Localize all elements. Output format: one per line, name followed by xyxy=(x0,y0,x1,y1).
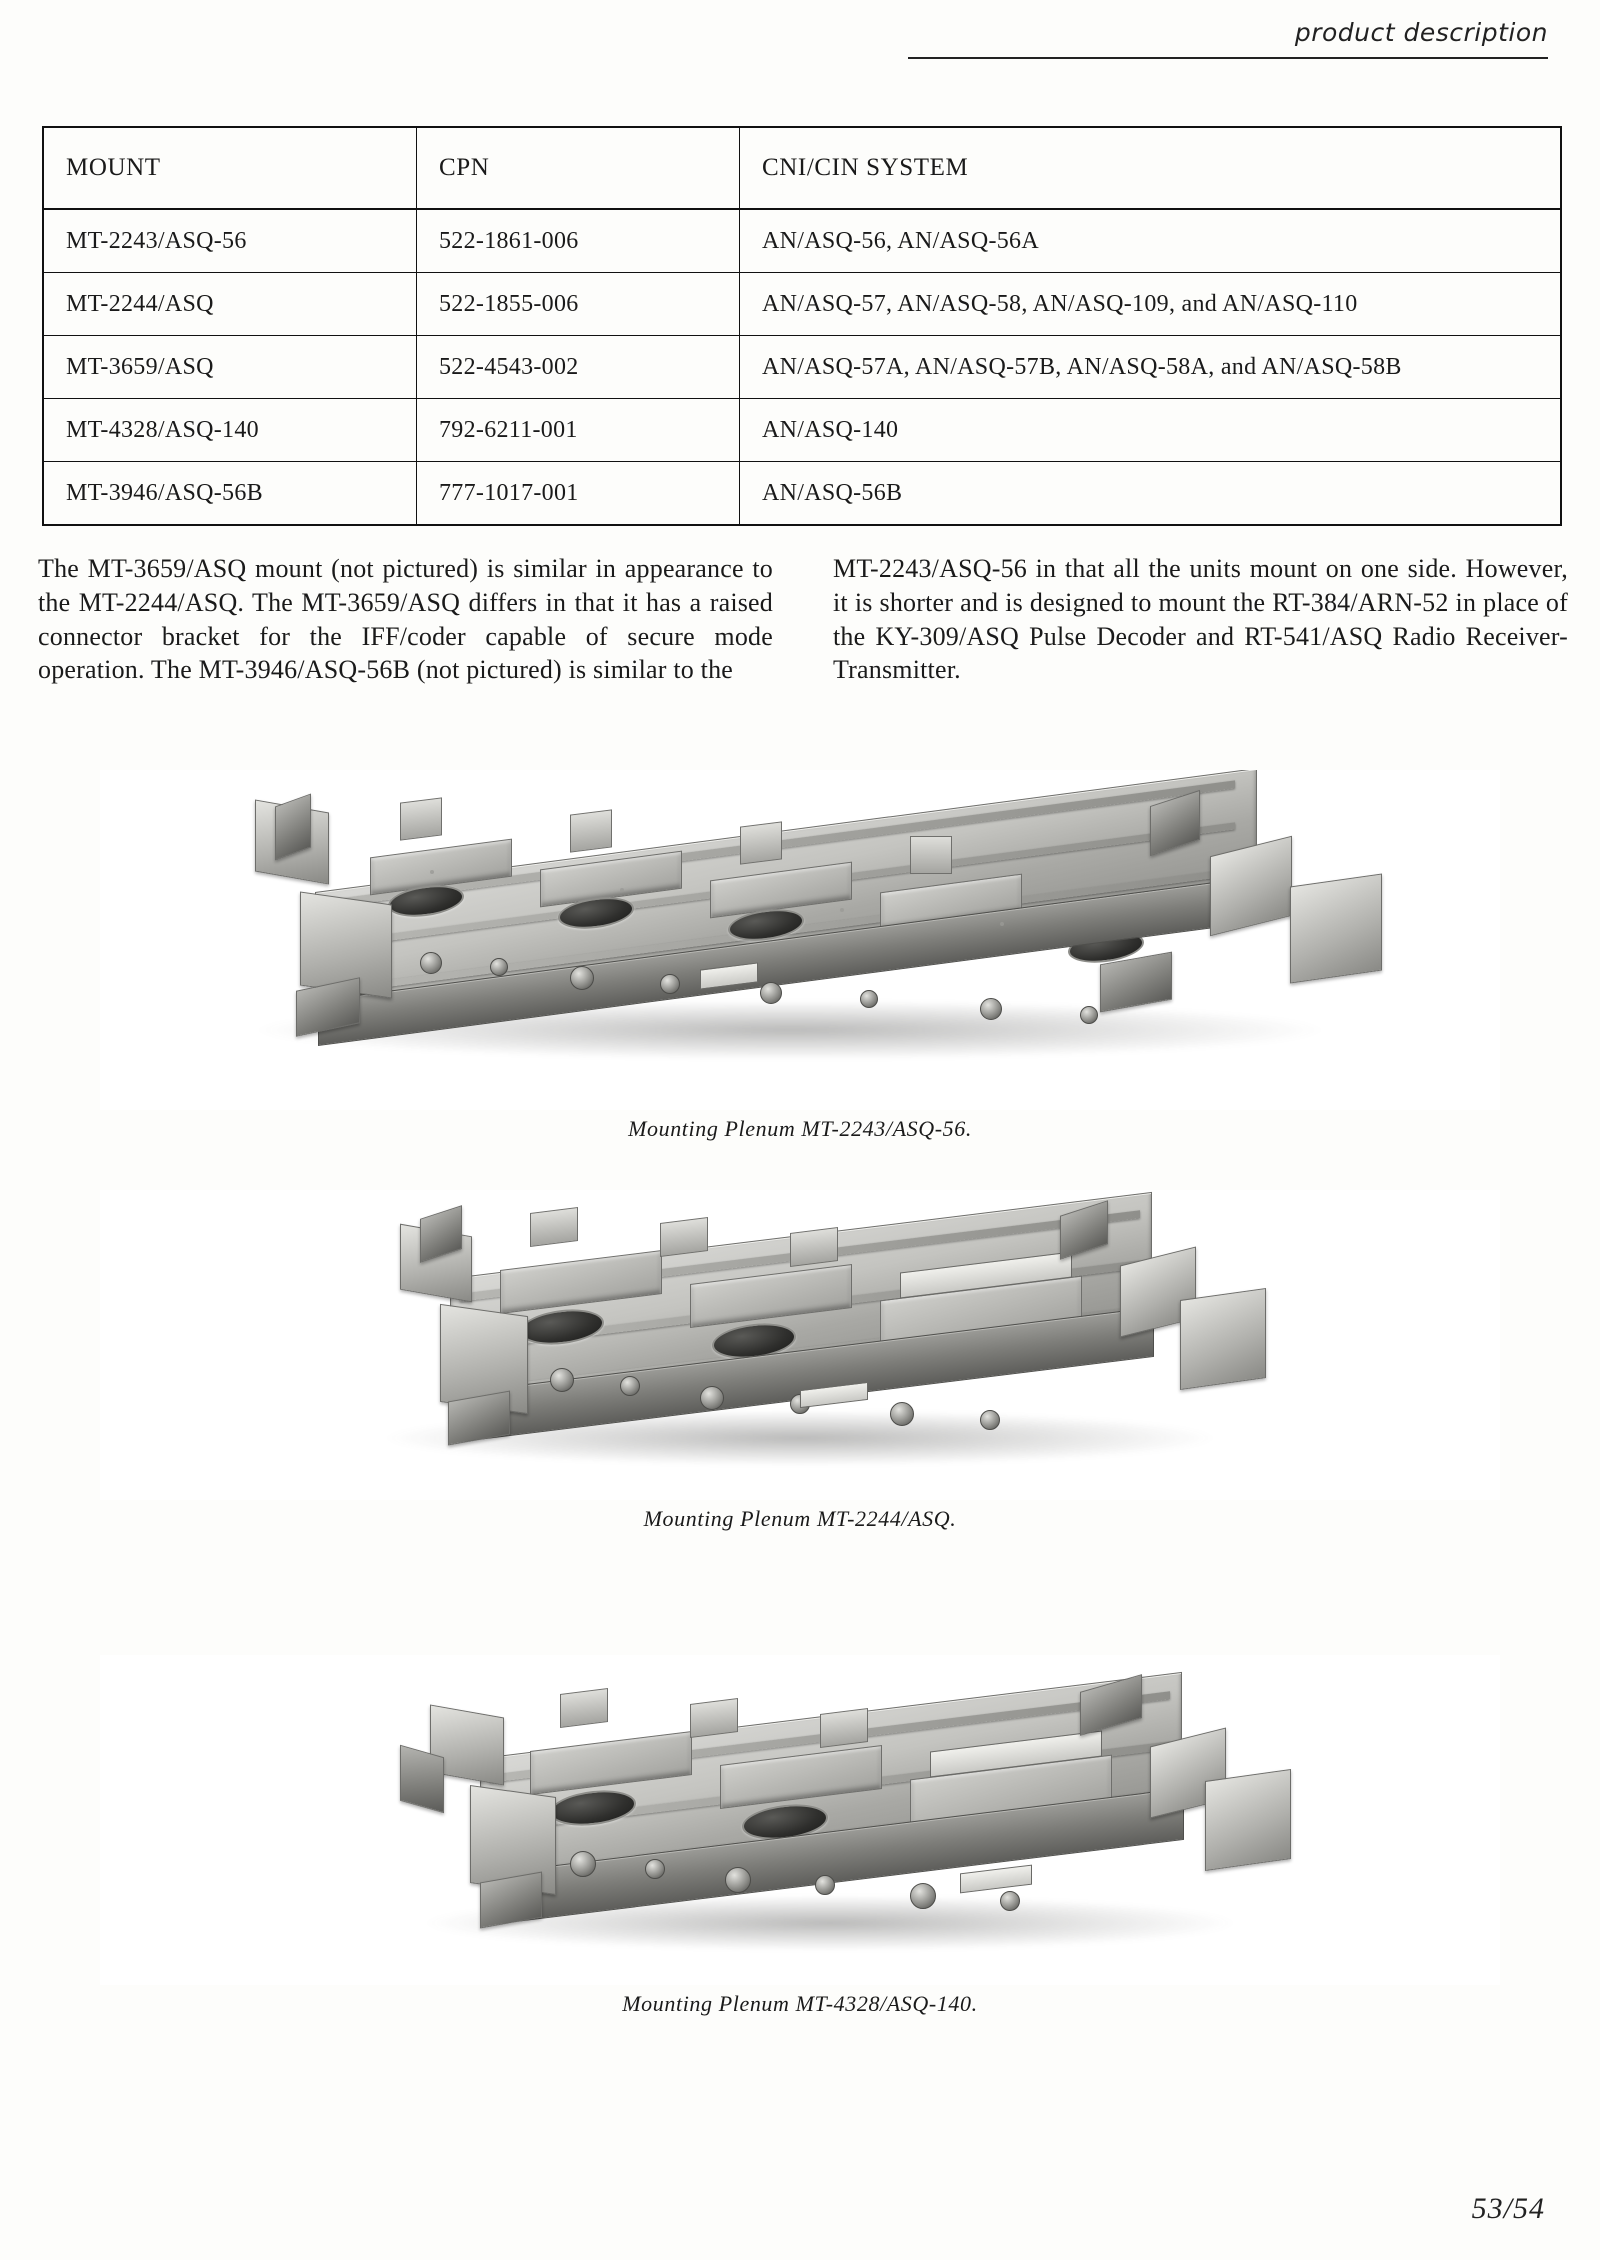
shock-mount-right xyxy=(1290,874,1382,984)
header-rule xyxy=(908,57,1548,59)
connector xyxy=(980,998,1002,1020)
connector xyxy=(760,982,782,1004)
connector xyxy=(910,1883,936,1909)
connector xyxy=(725,1867,751,1893)
plenum-illustration-2243 xyxy=(100,770,1500,1110)
cell-cpn: 522-4543-002 xyxy=(417,336,740,399)
surface-detail xyxy=(620,888,624,892)
page-number: 53/54 xyxy=(1471,2192,1545,2225)
cell-system: AN/ASQ-140 xyxy=(740,399,1562,462)
shock-mount-right xyxy=(1205,1769,1291,1871)
cell-cpn: 522-1861-006 xyxy=(417,209,740,273)
body-paragraph-left: The MT-3659/ASQ mount (not pictured) is similar in appearance to the MT-2244/ASQ. The MT-3659/ASQ differs in that it has a raised connector bracket for the IFF/coder capable of secure mode operation. The MT-3946/ASQ-56B (not pictured) is similar to the xyxy=(38,554,773,685)
corner-angle-left xyxy=(400,1745,444,1814)
body-paragraph-right: MT-2243/ASQ-56 in that all the units mount on one side. However, it is shorter and is designed to mount the RT-384/ARN-52 in place of the KY-309/ASQ Pulse Decoder and RT-541/ASQ Radio Receiver-Transmitter. xyxy=(833,554,1568,685)
column-header-cpn: CPN xyxy=(417,127,740,209)
body-column-left xyxy=(38,552,773,687)
plenum-illustration-4328 xyxy=(100,1655,1500,1985)
mount-tab xyxy=(570,809,612,852)
connector xyxy=(700,1386,724,1410)
connector xyxy=(570,966,594,990)
connector xyxy=(1080,1006,1098,1024)
cell-system: AN/ASQ-56B xyxy=(740,462,1562,526)
connector xyxy=(660,974,680,994)
connector xyxy=(1000,1891,1020,1911)
connector xyxy=(645,1859,665,1879)
cell-cpn: 792-6211-001 xyxy=(417,399,740,462)
mount-tab xyxy=(530,1207,578,1247)
cell-cpn: 777-1017-001 xyxy=(417,462,740,526)
figure-caption-2244: Mounting Plenum MT-2244/ASQ. xyxy=(643,1506,957,1531)
section-label: product description xyxy=(1294,18,1548,47)
table-header-row xyxy=(43,127,1561,209)
connector xyxy=(420,952,442,974)
connector xyxy=(890,1402,914,1426)
surface-detail xyxy=(430,870,434,874)
mount-tab xyxy=(740,821,782,864)
body-text xyxy=(38,552,1568,687)
cell-mount: MT-2244/ASQ xyxy=(43,273,417,336)
figure-mt-2243 xyxy=(0,770,1600,1142)
connector xyxy=(980,1410,1000,1430)
photo-mt-2244 xyxy=(100,1190,1500,1500)
photo-mt-2243 xyxy=(100,770,1500,1110)
cell-system: AN/ASQ-57, AN/ASQ-58, AN/ASQ-109, and AN/ASQ-110 xyxy=(740,273,1562,336)
surface-detail xyxy=(1000,922,1004,926)
surface-detail xyxy=(840,908,844,912)
connector xyxy=(550,1368,574,1392)
cell-mount: MT-3946/ASQ-56B xyxy=(43,462,417,526)
connector xyxy=(860,990,878,1008)
table-row xyxy=(43,209,1561,273)
mount-tab xyxy=(560,1688,608,1728)
shock-mount-right xyxy=(1180,1288,1266,1390)
connector xyxy=(815,1875,835,1895)
mount-tab xyxy=(820,1708,868,1748)
cell-system: AN/ASQ-57A, AN/ASQ-57B, AN/ASQ-58A, and AN/ASQ-58B xyxy=(740,336,1562,399)
table-row xyxy=(43,336,1561,399)
figure-caption-2243: Mounting Plenum MT-2243/ASQ-56. xyxy=(628,1116,972,1141)
connector xyxy=(490,958,508,976)
figure-mt-4328 xyxy=(0,1655,1600,2017)
table-row xyxy=(43,273,1561,336)
mount-tab xyxy=(910,836,952,874)
figure-caption-4328: Mounting Plenum MT-4328/ASQ-140. xyxy=(622,1991,978,2016)
table-row xyxy=(43,399,1561,462)
cell-mount: MT-2243/ASQ-56 xyxy=(43,209,417,273)
page-header xyxy=(908,18,1548,59)
figure-mt-2244 xyxy=(0,1190,1600,1532)
plenum-illustration-2244 xyxy=(100,1190,1500,1500)
mounts-table xyxy=(42,126,1562,526)
cell-mount: MT-3659/ASQ xyxy=(43,336,417,399)
table-head xyxy=(43,127,1561,209)
connector xyxy=(620,1376,640,1396)
column-header-system: CNI/CIN SYSTEM xyxy=(740,127,1562,209)
table-body xyxy=(43,209,1561,525)
mount-tab xyxy=(660,1217,708,1257)
column-header-mount: MOUNT xyxy=(43,127,417,209)
mount-tab xyxy=(400,797,442,840)
photo-mt-4328 xyxy=(100,1655,1500,1985)
cell-cpn: 522-1855-006 xyxy=(417,273,740,336)
mount-tab xyxy=(690,1698,738,1738)
mount-tab xyxy=(790,1227,838,1267)
connector xyxy=(570,1851,596,1877)
table-row xyxy=(43,462,1561,526)
body-column-right xyxy=(833,552,1568,687)
cell-mount: MT-4328/ASQ-140 xyxy=(43,399,417,462)
nameplate xyxy=(960,1865,1032,1894)
mounts-table-container xyxy=(42,126,1562,526)
cell-system: AN/ASQ-56, AN/ASQ-56A xyxy=(740,209,1562,273)
